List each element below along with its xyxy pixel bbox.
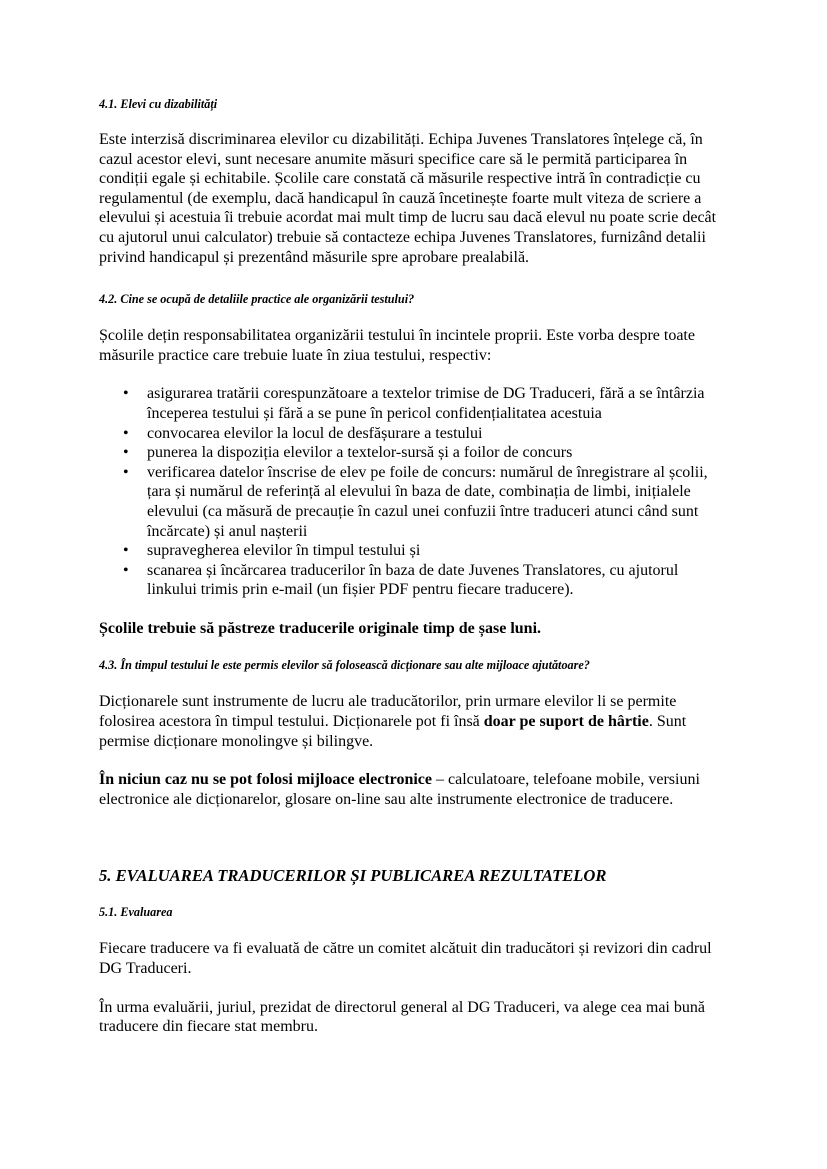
list-item <box>99 561 729 600</box>
paragraph-disabilities: Este interzisă discriminarea elevilor cu dizabilități. Echipa Juvenes Translatores înțelege că, în cazul acestor elevi, sunt necesare anumite măsuri specifice care să le permită participarea în condiții egale și echitabile. Școlile care constată că măsurile respective intră în contradicție cu regulamentul (de exemplu, dacă handicapul în cauză încetinește foarte mult viteza de scriere a elevului și acestuia îi trebuie acordat mai mult timp de lucru sau dacă elevul nu poate scrie decât cu ajutorul unui calculator) trebuie să contacteze echipa Juvenes Translatores, furnizând detalii privind handicapul și prezentând măsurile spre aprobare prealabilă. <box>99 131 717 266</box>
list-item-text: scanarea și încărcarea traducerilor în baza de date Juvenes Translatores, cu ajutorul linkului trimis prin e-mail (un fișier PDF pentru fiecare traducere). <box>147 561 679 599</box>
retention-note <box>99 619 729 639</box>
list-item <box>99 384 729 423</box>
bullet-icon: • <box>123 542 129 560</box>
bullet-icon: • <box>123 463 129 481</box>
heading-4-3: 4.3. În timpul testului le este permis elevilor să folosească dicționare sau alte mijloace ajutătoare? <box>99 658 590 673</box>
bullet-icon: • <box>123 444 129 462</box>
electronic-ban-text: – calculatoare, telefoane mobile, versiuni electronice ale dicționarelor, glosare on-line sau alte instrumente electronice de traducere. <box>99 771 700 808</box>
paragraph-dictionaries <box>99 692 729 751</box>
list-item <box>99 443 729 463</box>
list-item-text: supravegherea elevilor în timpul testului și <box>147 542 421 560</box>
dictionaries-text-end: . Sunt permise dicționare monolingve și bilingve. <box>99 713 687 750</box>
dictionaries-text: Dicționarele sunt instrumente de lucru ale traducătorilor, prin urmare elevilor li se permite folosirea acestora în timpul testului. Dicționarele pot fi însă <box>99 693 677 731</box>
list-item-text: punerea la dispoziția elevilor a textelor-sursă și a foilor de concurs <box>147 444 573 462</box>
list-item-text: asigurarea tratării corespunzătoare a textelor trimise de DG Traduceri, fără a se întârzia începerea testului și fără a se pune în pericol confidențialitatea acestuia <box>147 385 705 422</box>
paragraph-jury-selection: În urma evaluării, juriul, prezidat de directorul general al DG Traduceri, va alege cea mai bună traducere din fiecare stat membru. <box>99 998 705 1036</box>
list-item <box>99 463 729 541</box>
paragraph-electronic-ban <box>99 770 729 809</box>
heading-4-2: 4.2. Cine se ocupă de detaliile practice ale organizării testului? <box>99 292 415 307</box>
list-item <box>99 424 729 444</box>
practical-measures-list <box>99 384 729 600</box>
electronic-ban-emphasis: În niciun caz nu se pot folosi mijloace electronice <box>99 771 432 789</box>
paragraph-evaluation-committee: Fiecare traducere va fi evaluată de către un comitet alcătuit din traducători și revizori din cadrul DG Traduceri. <box>99 940 712 978</box>
heading-5-1: 5.1. Evaluarea <box>99 905 173 920</box>
section-5-title: 5. EVALUAREA TRADUCERILOR ȘI PUBLICAREA REZULTATELOR <box>99 866 607 886</box>
retention-note-text: Școlile trebuie să păstreze traducerile originale timp de șase luni. <box>99 619 542 637</box>
paper-only-emphasis: doar pe suport de hârtie <box>483 713 649 731</box>
bullet-icon: • <box>123 385 129 403</box>
paragraph-school-responsibility: Școlile dețin responsabilitatea organizării testului în incintele proprii. Este vorba despre toate măsurile practice care trebuie luate în ziua testului, respectiv: <box>99 327 695 364</box>
bullet-icon: • <box>123 561 129 579</box>
bullet-icon: • <box>123 424 129 442</box>
heading-4-1: 4.1. Elevi cu dizabilități <box>99 97 218 111</box>
list-item-text: convocarea elevilor la locul de desfășurare a testului <box>147 424 483 442</box>
list-item-text: verificarea datelor înscrise de elev pe foile de concurs: numărul de înregistrare al școlii, țara și numărul de referință al elevului în baza de date, combinația de limbi, inițialele elevului (ca măsură de precauție în cazul unei confuzii între traduceri atunci când sunt încărcate) și anul nașterii <box>147 463 708 540</box>
list-item <box>99 541 729 561</box>
